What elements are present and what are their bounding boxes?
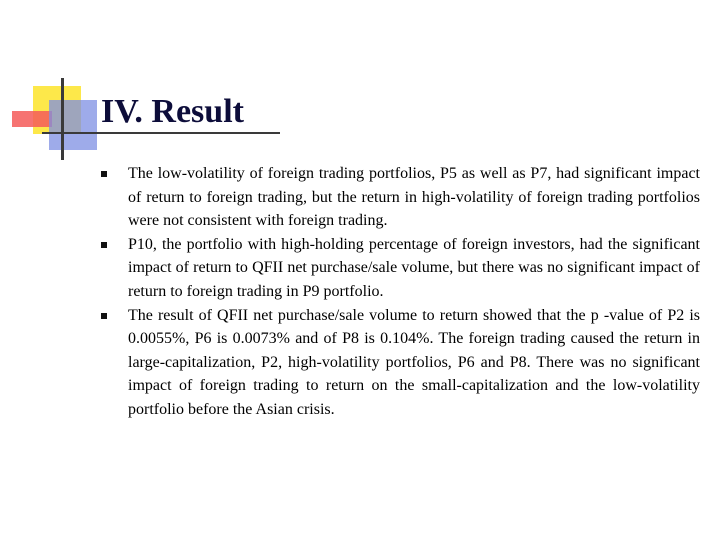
square-bullet-icon	[101, 171, 107, 177]
title-underline	[42, 132, 280, 134]
bullet-list	[96, 162, 700, 422]
slide-title: IV. Result	[101, 93, 244, 130]
bullet-text: P10, the portfolio with high-holding percentage of foreign investors, had the significant impact of return to QFII net purchase/sale volume, but there was no significant impact of return to foreign trading in P9 portfolio.	[128, 235, 700, 300]
bullet-item	[96, 233, 700, 304]
square-bullet-icon	[101, 313, 107, 319]
decorative-vertical-line	[61, 78, 64, 160]
bullet-item	[96, 304, 700, 422]
bullet-item	[96, 162, 700, 233]
decorative-red-bar	[12, 111, 52, 127]
bullet-text: The low-volatility of foreign trading portfolios, P5 as well as P7, had significant impact of return to foreign trading, but the return in high-volatility of foreign trading portfolios were not consistent with foreign trading.	[128, 165, 700, 230]
square-bullet-icon	[101, 242, 107, 248]
bullet-text: The result of QFII net purchase/sale volume to return showed that the p -value of P2 is 0.0055%, P6 is 0.0073% and of P8 is 0.104%. The foreign trading caused the return in large-capitalization, P2, high-volatility portfolios, P6 and P8. There was no significant impact of foreign trading to return on the small-capitalization and the low-volatility portfolio before the Asian crisis.	[128, 306, 700, 418]
decorative-blue-square	[49, 100, 97, 150]
